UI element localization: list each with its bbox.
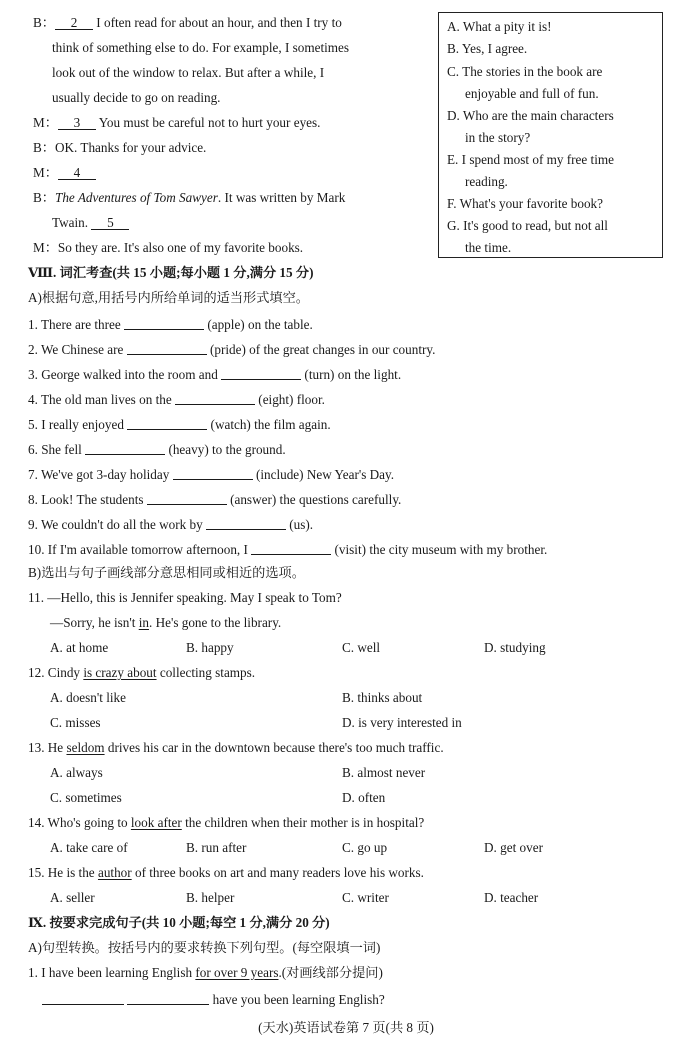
q12-option-c[interactable]: C. misses: [50, 715, 101, 730]
q14-option-b[interactable]: B. run after: [186, 840, 247, 855]
vocab-item-2: 2. We Chinese are (pride) of the great changes in our country.: [28, 342, 436, 357]
transform-answer-1: have you been learning English?: [42, 991, 385, 1006]
option-a: A. What a pity it is!: [447, 19, 552, 34]
vocab-item-3: 3. George walked into the room and (turn) on the light.: [28, 367, 402, 382]
answer-blank-5: 5: [91, 216, 129, 230]
q15-option-a[interactable]: A. seller: [50, 890, 95, 905]
q14-option-d[interactable]: D. get over: [484, 840, 543, 855]
q13-option-d[interactable]: D. often: [342, 790, 386, 805]
vocab-item-8: 8. Look! The students (answer) the questions carefully.: [28, 492, 402, 507]
q15-option-b[interactable]: B. helper: [186, 890, 235, 905]
question-11-line-2: —Sorry, he isn't in. He's gone to the library.: [50, 615, 282, 630]
q13-option-c[interactable]: C. sometimes: [50, 790, 122, 805]
section-8-part-a: A)根据句意,用括号内所给单词的适当形式填空。: [28, 290, 309, 305]
vocab-item-4: 4. The old man lives on the (eight) floor.: [28, 392, 325, 407]
section-9-heading: Ⅸ. 按要求完成句子(共 10 小题;每空 1 分,满分 20 分): [28, 915, 330, 930]
q13-option-a[interactable]: A. always: [50, 765, 103, 780]
options-box: [438, 12, 663, 258]
dialog-line-9: Twain. 5: [52, 216, 129, 230]
q15-option-c[interactable]: C. writer: [342, 890, 389, 905]
option-e: E. I spend most of my free time: [447, 152, 615, 167]
q12-option-b[interactable]: B. thinks about: [342, 690, 423, 705]
section-9-part-a: A)句型转换。按括号内的要求转换下列句型。(每空限填一词): [28, 940, 381, 955]
vocab-item-5: 5. I really enjoyed (watch) the film again.: [28, 417, 331, 432]
q11-option-d[interactable]: D. studying: [484, 640, 546, 655]
dialog-line-6: B：OK. Thanks for your advice.: [33, 140, 207, 155]
q15-option-d[interactable]: D. teacher: [484, 890, 539, 905]
q11-option-b[interactable]: B. happy: [186, 640, 234, 655]
fill-blank[interactable]: [173, 466, 253, 480]
fill-blank[interactable]: [175, 391, 255, 405]
q12-option-a[interactable]: A. doesn't like: [50, 690, 126, 705]
answer-blank-3: 3: [58, 116, 96, 130]
fill-blank[interactable]: [206, 516, 286, 530]
dialog-line-5: M： 3 You must be careful not to hurt your eyes.: [33, 115, 321, 130]
q11-option-a[interactable]: A. at home: [50, 640, 109, 655]
vocab-item-10: 10. If I'm available tomorrow afternoon, I (visit) the city museum with my brother.: [28, 542, 548, 557]
dialog-line-8: B：The Adventures of Tom Sawyer. It was written by Mark: [33, 190, 346, 205]
question-12: 12. Cindy is crazy about collecting stamps.: [28, 665, 256, 680]
option-f: F. What's your favorite book?: [447, 196, 603, 211]
fill-blank[interactable]: [127, 416, 207, 430]
dialog-line-7: M： 4: [33, 166, 96, 180]
q12-option-d[interactable]: D. is very interested in: [342, 715, 462, 730]
question-11: 11. —Hello, this is Jennifer speaking. May I speak to Tom?: [28, 590, 342, 605]
fill-blank[interactable]: [147, 491, 227, 505]
book-title: The Adventures of Tom Sawyer: [54, 190, 218, 205]
page-footer: (天水)英语试卷第 7 页(共 8 页): [258, 1020, 434, 1035]
vocab-item-1: 1. There are three (apple) on the table.: [28, 317, 313, 332]
option-c-cont: enjoyable and full of fun.: [465, 86, 599, 101]
vocab-item-9: 9. We couldn't do all the work by (us).: [28, 517, 314, 532]
fill-blank[interactable]: [221, 366, 301, 380]
option-g-cont: the time.: [465, 240, 512, 255]
option-b: B. Yes, I agree.: [447, 41, 528, 56]
vocab-item-6: 6. She fell (heavy) to the ground.: [28, 442, 286, 457]
option-d-cont: in the story?: [465, 130, 531, 145]
vocab-item-7: 7. We've got 3-day holiday (include) New Year's Day.: [28, 467, 395, 482]
section-8-heading: Ⅷ. 词汇考查(共 15 小题;每小题 1 分,满分 15 分): [28, 265, 314, 280]
question-15: 15. He is the author of three books on art and many readers love his works.: [28, 865, 424, 880]
question-13: 13. He seldom drives his car in the downtown because there's too much traffic.: [28, 740, 444, 755]
q14-option-c[interactable]: C. go up: [342, 840, 388, 855]
answer-blank-2: 2: [55, 16, 93, 30]
dialog-line-10: M：So they are. It's also one of my favorite books.: [33, 240, 304, 255]
transform-question-1: 1. I have been learning English for over 9 years.(对画线部分提问): [28, 965, 383, 980]
option-d: D. Who are the main characters: [447, 108, 614, 123]
q13-option-b[interactable]: B. almost never: [342, 765, 426, 780]
answer-blank-4: 4: [58, 166, 96, 180]
option-e-cont: reading.: [465, 174, 508, 189]
q11-option-c[interactable]: C. well: [342, 640, 381, 655]
option-c: C. The stories in the book are: [447, 64, 603, 79]
dialog-line-4: usually decide to go on reading.: [52, 90, 221, 105]
section-8-part-b: B)选出与句子画线部分意思相同或相近的选项。: [28, 565, 305, 580]
dialog-line-3: look out of the window to relax. But after a while, I: [52, 65, 325, 80]
fill-blank[interactable]: [251, 541, 331, 555]
fill-blank[interactable]: [85, 441, 165, 455]
dialog-line-1: B： 2 I often read for about an hour, and then I try to: [33, 15, 342, 30]
fill-blank[interactable]: [127, 341, 207, 355]
option-g: G. It's good to read, but not all: [447, 218, 608, 233]
dialog-line-2: think of something else to do. For example, I sometimes: [52, 40, 350, 55]
q14-option-a[interactable]: A. take care of: [50, 840, 128, 855]
question-14: 14. Who's going to look after the children when their mother is in hospital?: [28, 815, 425, 830]
fill-blank[interactable]: [124, 316, 204, 330]
fill-blank[interactable]: [42, 991, 124, 1005]
fill-blank[interactable]: [127, 991, 209, 1005]
